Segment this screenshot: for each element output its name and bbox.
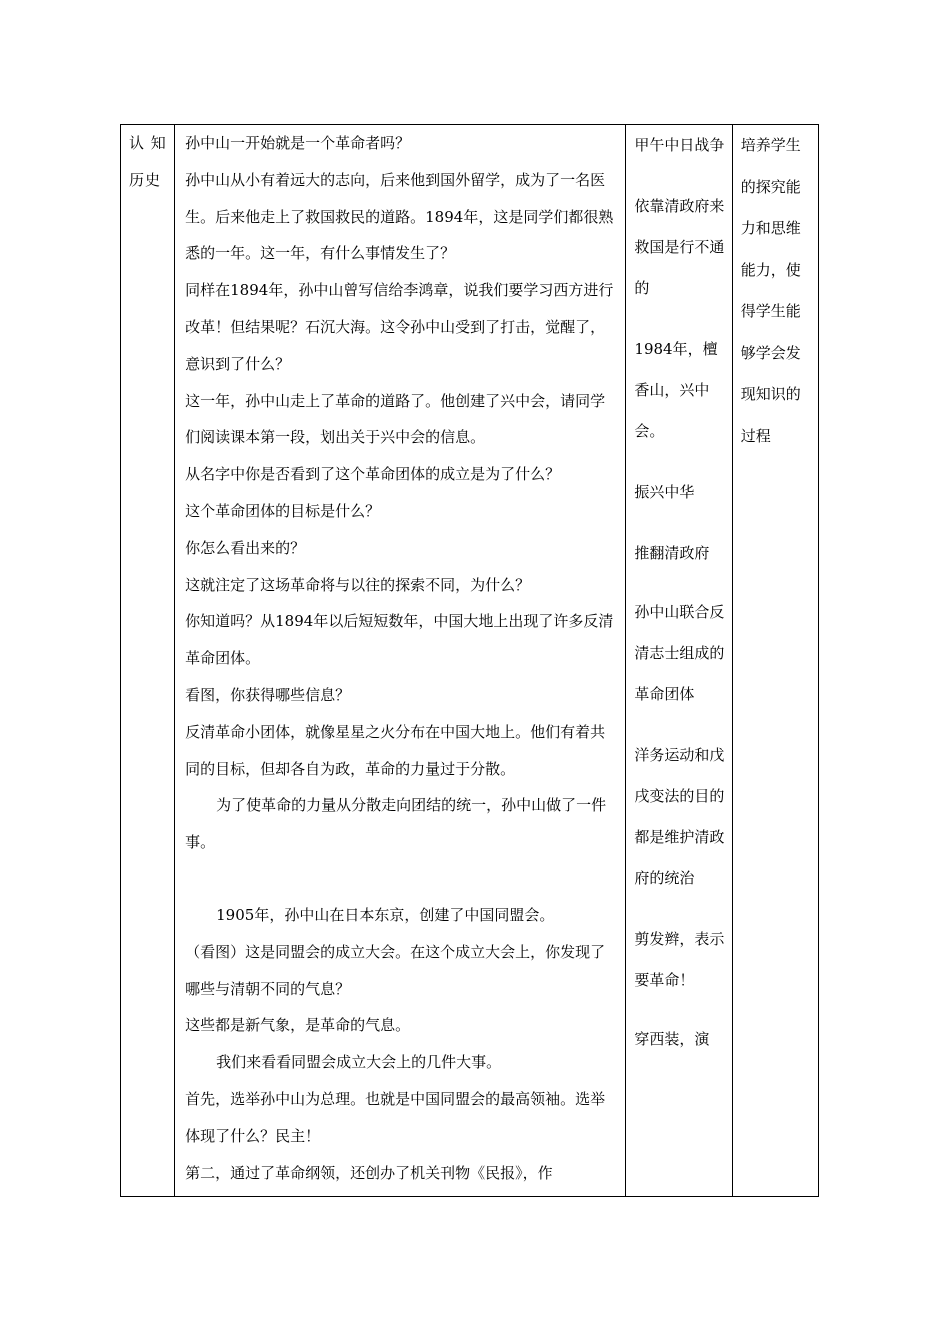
activity-line: 从名字中你是否看到了这个革命团体的成立是为了什么？ [185, 465, 561, 484]
activity-line: 第二，通过了革命纲领，还创办了机关刊物《民报》，作 [185, 1163, 553, 1182]
activity-line: 这个革命团体的目标是什么？ [185, 501, 381, 520]
lesson-table [120, 124, 819, 1197]
activity-line: （看图）这是同盟会的成立大会。在这个成立大会上，你发现了哪些与清朝不同的气息？ [185, 942, 606, 998]
stage-cell [121, 125, 175, 1197]
answer-item: 振兴中华 [634, 483, 695, 501]
activity-line: 看图，你获得哪些信息？ [185, 685, 351, 704]
answer-item: 孙中山联合反清志士组成的革命团体 [634, 603, 725, 703]
answer-item: 1984年，檀香山，兴中会。 [634, 340, 718, 440]
stage-label: 认 知 历史 [129, 134, 167, 189]
teacher-activity-cell [175, 125, 626, 1197]
activity-line: 这一年，孙中山走上了革命的道路了。他创建了兴中会，请同学们阅读课本第一段，划出关于兴中会的信息。 [185, 391, 606, 447]
activity-line: 你怎么看出来的？ [185, 538, 306, 557]
activity-line: 我们来看看同盟会成立大会上的几件大事。 [216, 1053, 502, 1072]
activity-line: 你知道吗？从1894年以后短短数年，中国大地上出现了许多反清革命团体。 [185, 612, 614, 668]
design-intent-text: 培养学生的探究能力和思维能力，使得学生能够学会发现知识的过程 [740, 136, 801, 445]
activity-line: 首先，选举孙中山为总理。也就是中国同盟会的最高领袖。选举体现了什么？民主！ [185, 1089, 606, 1145]
answer-item: 甲午中日战争 [634, 136, 725, 154]
table-row [121, 125, 819, 1197]
answer-item: 洋务运动和戊戌变法的目的都是维护清政府的统治 [634, 746, 725, 887]
activity-line: 为了使革命的力量从分散走向团结的统一，孙中山做了一件事。 [185, 796, 607, 852]
activity-line: 这就注定了这场革命将与以往的探索不同，为什么？ [185, 575, 531, 594]
design-intent-cell [732, 125, 818, 1197]
activity-line: 反清革命小团体，就像星星之火分布在中国大地上。他们有着共同的目标，但却各自为政，革命的力量过于分散。 [185, 722, 606, 778]
activity-line: 同样在1894年，孙中山曾写信给李鸿章，说我们要学习西方进行改革！但结果呢？石沉大海。这令孙中山受到了打击，觉醒了，意识到了什么？ [185, 281, 614, 373]
answer-item: 剪发辫，表示要革命！ [634, 930, 725, 989]
student-activity-cell [626, 125, 732, 1197]
answer-item: 推翻清政府 [634, 544, 710, 562]
activity-line: 孙中山一开始就是一个革命者吗？ [185, 134, 411, 152]
activity-line: 孙中山从小有着远大的志向，后来他到国外留学，成为了一名医生。后来他走上了救国救民的道路。1894年，这是同学们都很熟悉的一年。这一年，有什么事情发生了？ [185, 170, 614, 263]
activity-line: 这些都是新气象，是革命的气息。 [185, 1016, 411, 1035]
answer-item: 依靠清政府来救国是行不通的 [634, 197, 725, 297]
activity-line: 1905年，孙中山在日本东京，创建了中国同盟会。 [216, 905, 555, 924]
answer-item: 穿西装，演 [634, 1030, 710, 1048]
